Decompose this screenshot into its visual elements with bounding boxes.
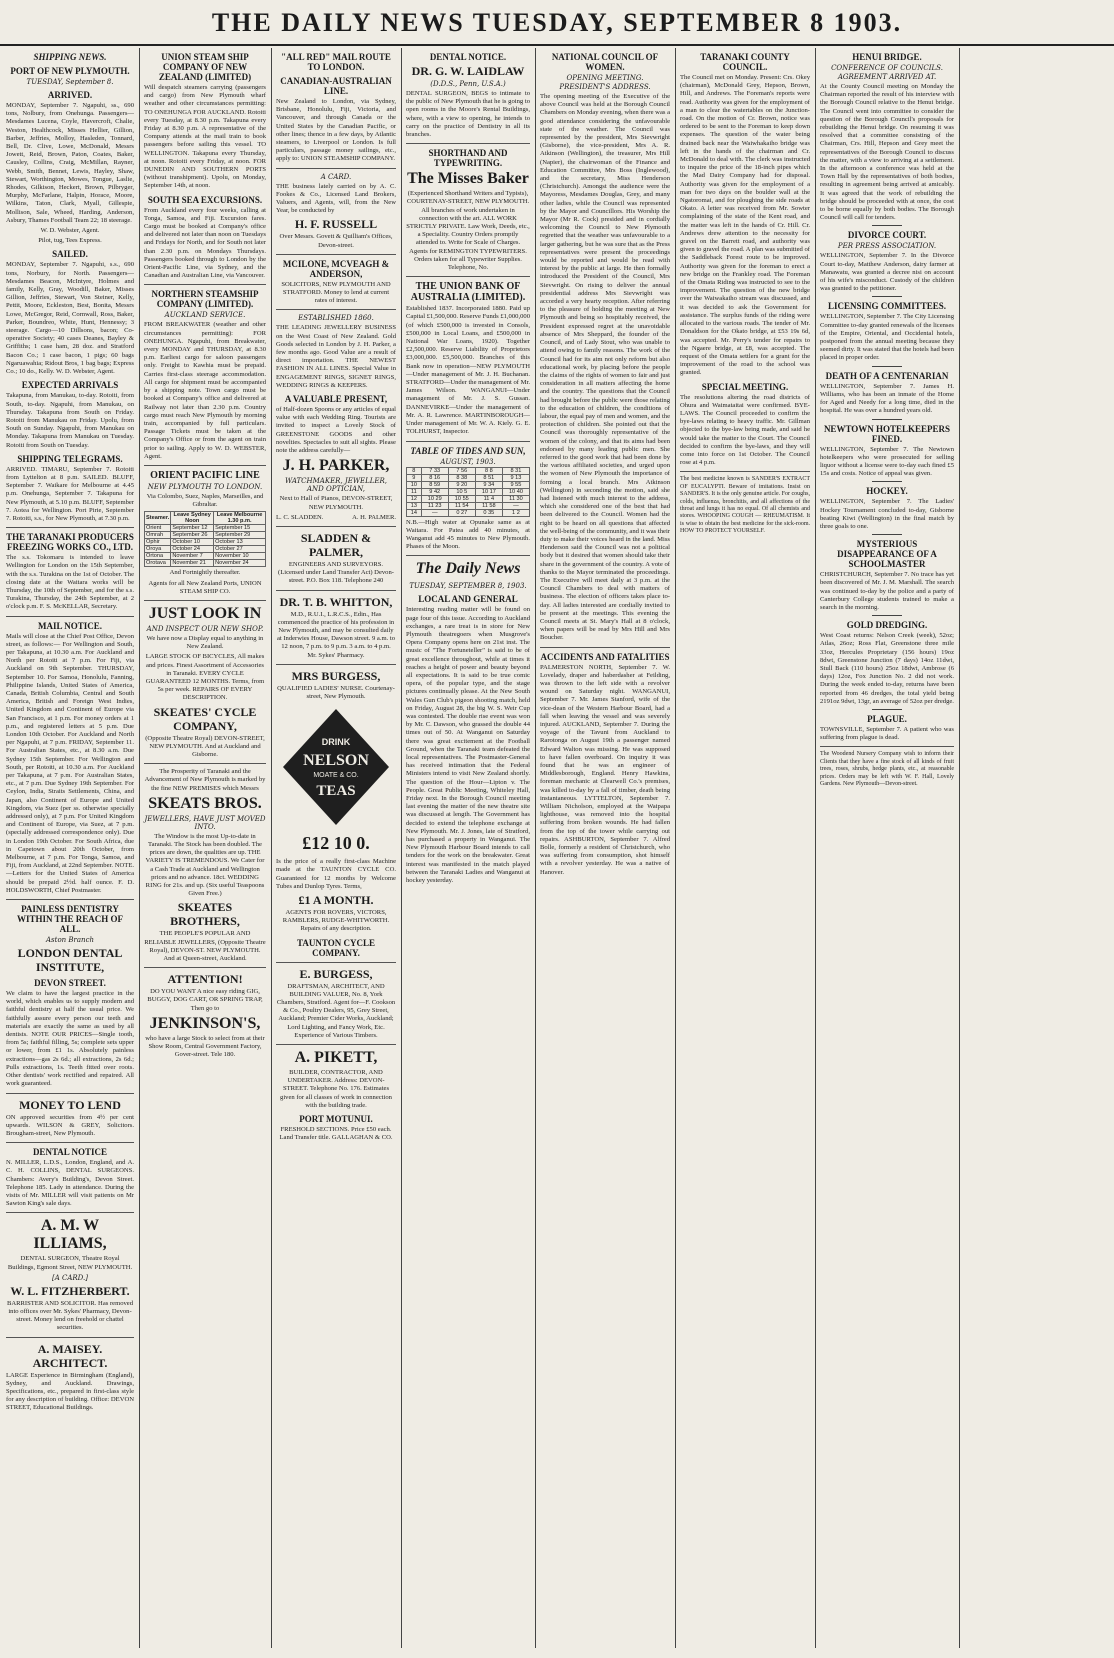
- tide-table-cell: 10: [407, 481, 422, 488]
- just-look-in-title: JUST LOOK IN: [148, 604, 262, 622]
- skeates-cycle-title: SKEATES' CYCLE COMPANY,: [153, 704, 257, 733]
- sailing-table-cell: September 12: [171, 525, 214, 532]
- skeates-cycle-text: (Opposite Theatre Royal) DEVON-STREET, NEW PLYMOUTH. And at Auckland and Gisborne.: [145, 734, 265, 758]
- agents-text: AGENTS FOR ROVERS, VICTORS, RAMBLERS, RUDGE-WHITWORTH. Repairs of any description.: [282, 908, 390, 933]
- accidents-text: PALMERSTON NORTH, September 7. W. Lovelady, draper and haberdasher at Feilding, was thrown to the left side with a revolver wound on Saturday night. WANGANUI, September 7. Mr. James Stanford, wife of the vice-dean of the Western Harbour Board, had a fall when leaving the vessel and was severely injured. AUCKLAND, September 7. During the voyage of the Tavuni from Auckland to Rarotonga on August 19th a passenger named Edward Walton was missing. He was supposed to have fallen overboard. On inquiry it was found that he was an engineer of Middlesborough, England. Henry Hawkins, foreman mechanic at Clearwell Co.'s premises, was killed to-day by a fall of timber, death being instantaneous. LYTTELTON, September 7. William Nicholson, employed at the Waipapa lighthouse, was removed into the hospital suffering from broken wounds. He had fallen from the top of the tower while carrying out repairs. ASHBURTON, September 7. Alfred Bolle, formerly a resident of Christchurch, who was suffering from consumption, shot himself with a revolver yesterday. He was a native of Hanover.: [540, 663, 670, 876]
- sailing-agents: Agents for all New Zealand Ports, UNION STEAM SHIP CO.: [148, 579, 262, 595]
- council-heading: NATIONAL COUNCIL OF WOMEN.: [551, 52, 659, 72]
- local-heading: LOCAL AND GENERAL: [418, 594, 518, 605]
- tide-table-cell: 9: [407, 474, 422, 481]
- plague-heading: PLAGUE.: [867, 713, 907, 724]
- tide-table-cell: —: [421, 509, 448, 516]
- northern-sub: AUCKLAND SERVICE.: [164, 311, 246, 320]
- canadian-heading: CANADIAN-AUSTRALIAN LINE.: [280, 76, 392, 96]
- bicycle-price: £12 10 0.: [302, 833, 370, 854]
- sailing-table-cell: October 24: [171, 546, 214, 553]
- tide-table-cell: 9 55: [502, 481, 529, 488]
- northern-heading: NORTHERN STEAMSHIP COMPANY (LIMITED).: [151, 289, 259, 310]
- sailing-table-row: [145, 546, 266, 553]
- tide-table-cell: 8: [407, 467, 422, 474]
- laidlaw-title: DR. G. W. LAIDLAW: [411, 64, 525, 78]
- sailing-table-cell: November 10: [214, 553, 266, 560]
- union-text: Will despatch steamers carrying (passengers and cargo) from New Plymouth wharf weather and other circumstances permitting: TO ONEHUNGA FOR AUCKLAND. Rotoiti every Tuesday, at 8.30 p.m. Takapuna every Friday at 8.30 p.m. A representative of the Company attends at the mail train to book passengers before sailing this vessel. TO WELLINGTON. Takapuna every Thursday, at noon. Rotoiti every Friday, at noon. FOR DUNEDIN AND SOUTHERN PORTS (without transhipment). Upolu, on Monday, September 14th, at noon.: [144, 84, 266, 190]
- teas-word-drink: DRINK: [321, 737, 351, 748]
- allred-heading: "ALL RED" MAIL ROUTE TO LONDON.: [281, 52, 391, 72]
- sailing-table-cell: Orient: [145, 525, 171, 532]
- skeates-brothers-text: THE PEOPLE'S POPULAR AND RELIABLE JEWELLERS, (Opposite Theatre Royal), DEVON-ST. NEW PLYMOUTH. And at Queen-street, Auckland.: [144, 930, 266, 963]
- card-text: THE business lately carried on by A. C. Fookes & Co., Licensed Land Brokers, Valuers, and Agents, will, from the New Year, be conducted by: [276, 182, 396, 215]
- established-line: ESTABLISHED 1860.: [298, 314, 374, 323]
- special-text: The resolutions altering the road districts of Ohura and Waimataitai were confirmed. BYE-LAWS. The Council proceeded to confirm the bye-laws relating to heavy traffic. Mr. Gillman objected to the bye-law being made, and said he would take the matter to the Court. The Council decided to confirm the bye-laws, and they will come into force on 1st October. The Council rose at 4 p.m.: [680, 393, 810, 467]
- tide-table-cell: 10 17: [475, 488, 502, 495]
- diamond-logo-icon: [281, 707, 391, 827]
- maisey-text: LARGE Experience in Birmingham (England), Sydney, and Auckland. Drawings, Specifications, etc., prepared in first-class style for any description of building. Office: DEVON STREET, Educational Buildings.: [6, 1371, 134, 1412]
- motunui-text: FRESHOLD SECTIONS. Price £50 each. Land Transfer title. GALLAGHAN & CO.: [279, 1126, 393, 1142]
- present-title: A VALUABLE PRESENT,: [284, 394, 388, 405]
- money-heading: MONEY TO LEND: [19, 1097, 121, 1112]
- tide-table-row: [407, 467, 530, 474]
- mcilone-title: MCILONE, MCVEAGH & ANDERSON,: [282, 258, 390, 279]
- nelson-teas-logo: [281, 707, 391, 827]
- pikett-text: BUILDER, CONTRACTOR, AND UNDERTAKER. Address: DEVON-STREET. Telephone No. 176. Estimates given for all classes of work in connection with the building trade.: [280, 1068, 392, 1109]
- tide-table-cell: 8 8: [475, 467, 502, 474]
- russell-text: Over Messrs. Govett & Quilliam's Offices, Devon-street.: [279, 233, 393, 249]
- hockey-heading: HOCKEY.: [866, 486, 908, 497]
- sailing-table-cell: Ophir: [145, 539, 171, 546]
- laidlaw-text: DENTAL SURGEON, BEGS to intimate to the public of New Plymouth that he is going to open rooms in the Moore's Rental Buildings, where, with a view to opening, he intends to carry on the practice of Dentistry in all its branches.: [406, 90, 530, 139]
- nursery-notice: The Woodend Nursery Company wish to inform their Clients that they have a fine stock of all kinds of fruit trees, roses, shrubs, hedge plants, etc., at reasonable prices. Orders may be left with W. F. Hall, Lovely Gardens. New Plymouth—Devon-street.: [820, 751, 954, 787]
- sailing-table-cell: Ortona: [145, 553, 171, 560]
- mail-notice-text: Mails will close at the Chief Post Office, Devon street, as follows:— For Wellington and South, per Takapuna, at 10.30 a.m. For Auckland and North per Rotoiti at 7 p.m. For Fiji, via Auckland on 9th September. THURSDAY, September 10. For Samoa, Honolulu, Fanning, Philippine Islands, United States of America, Canada, British Columbia, Central and South America, British and Foreign West Indies, United Kingdom and Continent of Europe via San Francisco, at 1 p.m. For money orders at 1 p.m., and registered letters at 5 p.m. Due London 10th October. For Auckland and North per Ngapuhi, at 7 p.m. FRIDAY, September 11. For Australian States, etc., at 8.30 a.m. Due Sydney 15th September. For Wellington and South, per Rotoiti, at 10.30 a.m. For Auckland per Takapuna, at 7 p.m. For Australian States, etc., at 7 p.m. Due Sydney 19th September. For Ceylon, India, Straits Settlements, China, and Japan, also Continent of Europe and United Kingdom, via Suez (per ss. otherwise specially addressed only), at 7 p.m. For United Kingdom and Continent of Europe, via Suez, at 7 p.m. (specially addressed correspondence only). Due in London 19th October. For South Africa, due in Capetown about 20th October, from Melbourne, at 7 p.m. For Tonga, Samoa, and Fiji, from Auckland, at 22nd September. NOTE.—Letters for the United States of America should be prepaid 2½d. half ounce. F. D. HOLDSWORTH, Chief Postmaster.: [6, 632, 134, 894]
- maisey-title: A. MAISEY. ARCHITECT.: [32, 1341, 108, 1370]
- tide-table-cell: 10 40: [502, 488, 529, 495]
- price-text: Is the price of a really first-class Machine made at the TAUNTON CYCLE CO. Guaranteed for 12 months by Welcome Tubes and Dunlop Tyres. Terms,: [276, 858, 396, 890]
- whitton-text: M.D., R.U.I., L.R.C.S., Edin., Has commenced the practice of his profession in New Plymouth, and may be consulted daily at Inderwies House, Dawson street. 9 a.m. to 12 noon, 7 p.m. to 9 p.m. 3 a.m. to 4 p.m. Mr. Sykes' Pharmacy.: [276, 610, 396, 659]
- skeats-bros-text: The Window is the most Up-to-date in Taranaki. The Stock has been doubled. The prices are down, the qualities are up. THE VARIETY IS TREMENDOUS. We Cater for a Cash Trade at Auckland and Wellington prices and no advance. 18ct. WEDDING RING for 21s. and up. (Six useful Teaspoons Given Free.): [145, 832, 265, 898]
- parker-title: J. H. PARKER,: [282, 457, 390, 475]
- whitton-title: DR. T. B. WHITTON,: [279, 594, 393, 609]
- licensing-heading: LICENSING COMMITTEES.: [827, 301, 947, 312]
- arrived-heading: ARRIVED.: [47, 90, 93, 100]
- tide-note: N.B.—High water at Opunake same as at Waitara. For Patea add 40 minutes, at Wanganui add 45 minutes to New Plymouth. Phases of the Moon.: [406, 518, 530, 551]
- column-shipping: [2, 48, 138, 1648]
- column-notices: [402, 48, 534, 1648]
- tide-table-cell: 9 42: [421, 488, 448, 495]
- bank-text: Established 1837. Incorporated 1880. Paid up Capital £1,500,000. Reserve Funds £1,000,000 (of which £500,000 is invested in Consols, £500,000 in Local Loans, and £500,000 in National War Loans, 1920). Together £2,500,000. Reserve Liability of Proprietors £3,000,000. £5,500,000. Branches of this Bank now in operation—NEW PLYMOUTH—Under management of Mr. J. H. Buchanan. STRATFORD—Under the management of Mr. James Wilson. WANGANUI—Under management of Mr. J. S. Gussan. DANNEVIRKE—Under the management of Mr. A. R. Lawrence. MARTINBOROUGH—Under management of Mr. W. A. Kiely. G. E. TOLHURST, Inspector.: [406, 305, 530, 436]
- tide-table-cell: 10 55: [448, 495, 475, 502]
- card-heading: A CARD.: [320, 172, 352, 181]
- sailing-table-row: [145, 532, 266, 539]
- port-heading: PORT OF NEW PLYMOUTH.: [10, 66, 130, 76]
- column-right: [960, 48, 1112, 1648]
- pilot-line: Pilot, tug, Tees Express.: [38, 237, 102, 245]
- council-text: The opening meeting of the Executive of the above Council was held at the Borough Council Chambers on Monday evening, when there was a good attendance considering the unfavourable state of the weather. The Council was represented by the president, Mrs Sievwright (Gisborne), the vice-president, Mrs A. R. Atkinson (Wellington), the treasurer, Mrs Hill (Napier), the chairwoman of the Finance and Education Committee, Mrs Boss (Inglewood), and the secretary, Miss Henderson (Christchurch). Amongst the audience were the Mayoress, Mesdames Douglas, Grey, and many other ladies, while the Council was represented by the Mayor and Councillors. His Worship the Mayor (Mr R. Cock) presided and in cordially welcoming the Council to New Plymouth regretted that the weather was unfavourable to a larger gathering, but he was sure that as the Press representatives were present the proceedings would be reported and would be read with interest by the public at large. He then formally introduced the President of the Council, Mrs Sievwright. On rising to deliver the annual presidential address Mrs Sievwright was accorded a very hearty reception. After referring to the pleasure of holding the meeting at New Plymouth and being so hospitably received, the President expressed regret at the unavoidable absence of Mrs Sheppard, the founder of the Council, and of Lady Stout, who was unable to attend owing to family reasons. The work of the Council had for its aim not only reform but also educational work, by placing before the people the claims of the rights of women to fair and just consideration in all matters affecting the home and the country. The questions that the Council had brought before the public were those relating to the education of children, the conditions of labour, the equal pay of men and women, and the protection of children. She pointed out that the Council was thoroughly representative of the women of the colony, and that its aims had been endorsed by many leading public men. She referred to the good work that had been done by the various affiliated societies, and urged upon the women of New Plymouth the importance of forming a local branch. Mrs Atkinson (Wellington) in seconding the motion, said she had listened with much interest to the address, which she considered one of the best that had been delivered to the Council. Women had the right to be heard on all questions that affected the well-being of the community, and it was their duty to make their voices heard in the land. Miss Henderson said the Council was not a political body but it desired that women should take their share in the government of the country. A vote of thanks to the Mayor terminated the proceedings. The Executive will meet daily at 3 p.m. at the Council Chambers to deal with matters of business. The election of officers takes place to-day. All ladies interested are cordially invited to be present at the meetings. This evening the Council meets at St. Mary's Hall at 8 o'clock, when papers will be read by Mrs Hill and Mrs Boucher.: [540, 93, 671, 642]
- tide-table-cell: 8 16: [421, 474, 448, 481]
- tide-table-cell: 8 38: [448, 474, 475, 481]
- tide-table-row: [407, 481, 530, 488]
- jewellery-text: THE LEADING JEWELLERY BUSINESS on the West Coast of New Zealand. Gold Goods selected in London by J. H. Parker, a few months ago. Good Value are a result of direct importation. THE NEWEST FASHION IN ALL LINES. Special Value in ENGAGEMENT RINGS, SIGNET RINGS, WEDDING RINGS & KEEPERS.: [276, 324, 396, 389]
- jenkinson-text: who have a large Stock to select from at their Show Room, Central Government Factory, Gover-street. Tele 180.: [145, 1034, 265, 1059]
- sailing-table-cell: November 7: [171, 553, 214, 560]
- sailing-table-cell: September 26: [171, 532, 214, 539]
- teas-word-teas: TEAS: [316, 783, 356, 800]
- bicycle-text: LARGE STOCK OF BICYCLES, All makes and prices. Finest Assortment of Accessories in Taranaki. EVERY CYCLE GUARANTEED 12 MONTHS. Terms, from 5s per week. REPAIRS OF EVERY DESCRIPTION.: [145, 653, 265, 702]
- orient-heading: ORIENT PACIFIC LINE: [150, 469, 260, 481]
- attention-title: ATTENTION!: [167, 972, 243, 987]
- burgess2-text: DRAFTSMAN, ARCHITECT, AND BUILDING VALUER, No. 8, York Chambers, Stratford. Agent for—F. Cookson & Co., Poultry Dealers, 95, Grey Street, Auckland; Premier Cider Works, Auckland; Lord Lighting, and Fancy Work, Etc. Experience of Various Timbers.: [276, 982, 396, 1039]
- baker-text: (Experienced Shorthand Writers and Typists), COURTENAY-STREET, NEW PLYMOUTH. All branches of work undertaken in connection with the art. ALL WORK STRICTLY PRIVATE. Law Work, Deeds, etc., a Speciality. Country Orders promptly attended to. Write for Scale of Charges. Agents for REMINGTON TYPEWRITERS. Orders taken for all Typewriter Supplies. Telephone, No.: [406, 190, 530, 272]
- south-seas-text: From Auckland every four weeks, calling at Tonga, Samoa, and Fiji. Excursion fares. Cargo must be booked at Company's office and delivered not later than noon on Tuesdays and Fridays for North, and for South not later than 2.30 p.m. on Mondays Thursdays. Passengers booked through to London by the Orient-Pacific Line, via Sydney, and the Canadian and Australian Line, via Vancouver.: [144, 206, 266, 280]
- special-heading: SPECIAL MEETING.: [701, 381, 789, 392]
- tide-table: [406, 467, 530, 517]
- dental-notice-text: N. MILLER, L.D.S., London, England, and A. C. H. COLLINS, DENTAL SURGEONS. Chambers: Avery's Building's, Devon Street. Telephone 185. Lady in attendance. During the visits of Mr. MILLER will visit patients on Mr Sawton King's sale days.: [6, 1159, 134, 1208]
- tide-table-cell: 1 2: [502, 509, 529, 516]
- union-heading: UNION STEAM SHIP COMPANY OF NEW ZEALAND (LIMITED): [158, 52, 252, 82]
- gold-heading: GOLD DREDGING.: [846, 620, 928, 631]
- mystery-heading: MYSTERIOUS DISAPPEARANCE OF A SCHOOLMASTER: [837, 539, 937, 570]
- sailing-table-header: Steamer.: [145, 512, 171, 525]
- tide-table-cell: 8 59: [421, 481, 448, 488]
- licensing-text: WELLINGTON, September 7. The City Licensing Committee to-day granted renewals of the licenses of the Empire, Oriental, and Occidental hotels, postponed from the annual meeting because they seemed dirty. It was stated that the hotels had been placed in proper order.: [820, 313, 954, 362]
- daily-news-title: The Daily News: [415, 560, 521, 578]
- newtown-text: WELLINGTON, September 7. The Newtown hotelkeepers who were prosecuted for selling liquor without a license were to-day each fined £5 15s and costs. Notice of appeal was given.: [820, 445, 954, 478]
- expected-text: Takapuna, from Manukau, to-day. Rotoiti, from South, to-day. Ngapuhi, from Manukau, on Thursday. Takapuna from South on Friday. Rotoiti from Manukau on Friday. Upolu, from South on Sunday. Ngapuhi, from Manukau on Monday. Takapuna from Manukau on Tuesday. Rotoiti from South on Tuesday.: [6, 392, 134, 449]
- skeates-brothers-title: SKEATES BROTHERS,: [170, 900, 240, 929]
- present-text: of Half-dozen Spoons or any articles of equal value with each Wedding Ring. Tourists are invited to inspect a Lovely Stock of GREENSTONE GOODS and other novelties. Spectacles to suit all sights. Please note the address carefully—: [276, 406, 396, 455]
- burgess-text: QUALIFIED LADIES' NURSE. Courtenay-street, New Plymouth.: [277, 684, 395, 700]
- tide-table-row: [407, 474, 530, 481]
- sailing-table-cell: October 27: [214, 546, 266, 553]
- mcilone-text: SOLICITORS, NEW PLYMOUTH AND STRATFORD. Money to lend at current rates of interest.: [281, 280, 391, 305]
- tide-table-row: [407, 502, 530, 509]
- taranaki-producers-text: The s.s. Tokomaru is intended to leave Wellington for London on the 15th September, with the s.s. Turakina on the 1st of October. The closing date at the Waitara works will be Thursday, the 10th of September, and for the s.s. Turakina, Thursday, the 24th September, at 2 o'clock p.m. F. S. McKELLAR, Secretary.: [6, 554, 134, 611]
- sailed-heading: SAILED.: [52, 249, 88, 260]
- sailing-table-cell: November 24: [214, 560, 266, 567]
- tide-table-cell: 9 34: [475, 481, 502, 488]
- northern-text: FROM BREAKWATER (weather and other circumstances permitting): FOR ONEHUNGA. Ngapuhi, from Breakwater, every MONDAY and THURSDAY, at 8.30 p.m. Earliest cargo for saloon passengers only. Freight to Kawhia must be prepaid. Carries first-class steerage accommodation. All cargo for shipment must be accompanied by a shipping note. Town cargo must be booked at Company's office and delivered at Railway not later than 2.30 p.m. Country cargo must reach New Plymouth by morning train, accompanied by full particulars. Passage Tickets must be taken at the Company's Office or from the agent on train prior to sailing. Apply to W. D. WEBSTER, Agent.: [144, 321, 266, 460]
- sailing-table-row: [145, 539, 266, 546]
- remedy-text: The best medicine known is SANDER'S EXTRACT OF EUCALYPTI. Beware of imitations. Insist on SANDER'S. It is the only genuine article. For coughs, colds, influenza, bronchitis, and all affections of the throat and lungs it has no equal. Of all chemists and stores. WHOOPING COUGH — RHEUMATISM. It is wise to obtain the best medicine for the sick-room. HOW TO PROTECT YOURSELF.: [680, 476, 810, 535]
- laidlaw-sub: (D.D.S., Penn, U.S.A.): [430, 80, 506, 88]
- tide-table-cell: 11 54: [448, 502, 475, 509]
- gold-text: West Coast returns: Nelson Creek (week), 52oz; Atlas, 26oz; Ross Flat, Greenstone three mile 33oz, Hercules Proprietary (156 hours) 19oz 8dwt, Greenstone Junction (7 days) 14oz 11dwt, Stull Back (110 hours) 25oz 18dwt, Ambrose (6 days) 12oz, Fox Junction No. 2 did not work. During the week ended to-day, returns have been reported from 46 dredges, the total yield being 2191oz 9dwt, 13gr, an average of 52oz per dredge.: [820, 632, 954, 705]
- money-text: ON approved securities from 4½ per cent upwards. WILSON & GREY, Solicitors. Brougham-street, New Plymouth.: [6, 1113, 134, 1137]
- jenkinson-title: JENKINSON'S,: [149, 1014, 261, 1032]
- tide-table-row: [407, 509, 530, 516]
- parker-footer-right: A. H. PALMER.: [352, 513, 396, 521]
- amw-title: A. M. W ILLIAMS,: [33, 1217, 107, 1253]
- fitzherbert-text: BARRISTER AND SOLICITOR. Has removed into offices over Mr. Sykes' Pharmacy, Devon-street. Money lend on freehold or chattel securities.: [6, 1299, 134, 1332]
- tide-table-cell: 11 30: [502, 495, 529, 502]
- county-text: The Council met on Monday. Present: Crs. Okey (chairman), McDonald Grey, Hepson, Brown, Hill, and Andrews. The Foreman's reports were read. Authority was given for the employment of a man to clear the watertables on the Junction-road. On the motion of Cr. Brown, notice was ordered to be sent to the Foreman to keep down expenses. The question of the water being drained back near the Waiwhakaiho bridge was left in the hands of the chairman and Cr. McDonald to deal with. The clerk was instructed to inquire the price of the 18-inch pipes which the Mad Dairy Company had for disposal. Authority was given for the employment of a man for two days on the boulder wall at the Ngatoromai, and for ploughing the side roads at Okato. A letter was received from Mr. Sowter complaining of the state of the Kent road, and the matter was left in the hands of Cr. Hill. Cr. Andrews drew attention to the necessity for gravel on the Barrett road, and authority was given to gravel the road. A plan was submitted of the Saddleback Forest route to be improved. Authority was given for the foreman to erect a new bridge on the Frankley road. The Foreman of the Omata Riding was instructed to see to the improvement. The question of the new bridge over the Waiwakaiho stream was discussed, and it was decided to ask the Government for assistance. The surplus funds of the riding were allocated to the various roads. The tender of Mr. Donaldson for the Okato bridge, at £53 19s 6d, was accepted. Mr. Perry's tender for repairs to the Ngaere bridge, at £8, was accepted. The request of the Omata settlers for a grant for the improvement of the road to the school was granted.: [680, 74, 810, 377]
- canadian-text: New Zealand to London, via Sydney, Brisbane, Honolulu, Fiji, Victoria, and Vancouver, and through Canada or the United States by the Canadian Pacific, or other lines; thence in a few days, by Atlantic steamers, to Liverpool or London. Is full particulars, passage money sailings, etc., apply to: UNION STEAMSHIP COMPANY.: [276, 98, 396, 163]
- plague-text: TOWNSVILLE, September 7. A patient who was suffering from plague is dead.: [820, 725, 954, 742]
- skeats-bros-title: SKEATS BROS.: [148, 794, 262, 812]
- amw-text: DENTAL SURGEON, Theatre Royal Buildings, Egmont Street, NEW PLYMOUTH.: [7, 1255, 133, 1271]
- dentistry-text: We claim to have the largest practice in the world, which enables us to supply modern and faithful dentistry at half the usual price. We faithfully assure every person our teeth and materials are exactly the same as used by all dentists. NOTE OUR PRICES—Single tooth, from 5s; faithful filling, 5s; complete sets upper or lower, from £1 1s. Absolutely painless extractions—gas 2s 6d.; all extractions, 2s 6d.; Pulls extractions, 1s. Teeth fitted over roots. Other dentists' work rectified and repaired. All work guaranteed.: [6, 990, 134, 1088]
- henui-text: At the County Council meeting on Monday the Chairman reported the result of his interview with the Borough Council relative to the Henui bridge. The Council went into committee to consider the question of the Borough Council's proposals for rebuilding the Henui bridge. On resuming it was resolved that a committee consisting of the Chairman, Crs. Hill, Hepson and Grey meet the representatives of the Borough Council to discuss the matter, with a view to arriving at a settlement. In the afternoon a conference was held at the Town Hall by the representatives of both bodies, resulting in agreement being arrived at amicably. It was agreed that the work of rebuilding the bridge should be proceeded with at once, the cost to be borne equally by both bodies. The Borough Council will call for tenders.: [820, 83, 954, 222]
- tide-table-cell: 9 13: [502, 474, 529, 481]
- card-label: [A CARD.]: [51, 1273, 88, 1282]
- attention-text: DO YOU WANT A nice easy riding GIG, BUGGY, DOG CART, OR SPRING TRAP, Then go to: [147, 988, 263, 1012]
- dentistry-title: LONDON DENTAL INSTITUTE,: [17, 946, 123, 975]
- sailing-table: [144, 511, 266, 567]
- sladden-text: ENGINEERS AND SURVEYORS. (Licensed under Land Transfer Act) Devon-street. P.O. Box 118. Telephone 240: [278, 560, 394, 585]
- tide-table-cell: 7 56: [448, 467, 475, 474]
- tide-table-cell: 7 33: [421, 467, 448, 474]
- tide-table-cell: 14: [407, 509, 422, 516]
- sailing-table-cell: Oroya: [145, 546, 171, 553]
- henui-sub2: AGREEMENT ARRIVED AT.: [837, 73, 937, 81]
- sailing-table-row: [145, 525, 266, 532]
- tide-table-cell: 11 58: [475, 502, 502, 509]
- telegrams-text: ARRIVED. TIMARU, September 7. Rotoiti from Lyttelton at 8 p.m. SAILED. BLUFF, September 7. Waikare for Melbourne at 4.45 p.m. Onehunga, September 7. Takapuna for New Plymouth, at 5.10 p.m. BLUFF, September 7. Aotea for Wellington. Port Pirie, September 7. Rotoiti, s.s., for New Plymouth, at 7.30 p.m.: [6, 465, 134, 522]
- tide-table-cell: 13: [407, 502, 422, 509]
- mystery-text: CHRISTCHURCH, September 7. No trace has yet been discovered of Mr. J. M. Marshall. The search was continued to-day by the police and a party of Canterbury College students trained to make a search in the morning.: [820, 571, 954, 611]
- prosperity-text: The Prosperity of Taranaki and the Advancement of New Plymouth is marked by the fine NEW PREMISES which Messrs: [144, 768, 266, 792]
- taranaki-producers-heading: THE TARANAKI PRODUCERS FREEZING WORKS CO., LTD.: [6, 532, 134, 553]
- russell-title: H. F. RUSSELL: [294, 217, 378, 232]
- month-price: £1 A MONTH.: [298, 892, 374, 907]
- dental-heading: DENTAL NOTICE.: [429, 52, 507, 62]
- dentistry-heading: PAINLESS DENTISTRY WITHIN THE REACH OF ALL.: [16, 904, 124, 935]
- dental-notice-heading: DENTAL NOTICE: [32, 1147, 108, 1158]
- sailing-table-cell: September 15: [214, 525, 266, 532]
- sailing-table-cell: October 10: [171, 539, 214, 546]
- sailing-table-header: Leave Melbourne 1.30 p.m.: [214, 512, 266, 525]
- tide-table-cell: 0 27: [448, 509, 475, 516]
- orient-sub: NEW PLYMOUTH TO LONDON.: [147, 482, 263, 491]
- sailing-table-header: Leave Sydney Noon: [171, 512, 214, 525]
- newtown-heading: NEWTOWN HOTELKEEPERS FINED.: [823, 423, 951, 444]
- tide-table-cell: 9 20: [448, 481, 475, 488]
- parker-footer-left: L. C. SLADDEN.: [276, 513, 324, 521]
- tide-table-cell: 11 23: [421, 502, 448, 509]
- sladden-title: SLADDEN & PALMER,: [300, 530, 372, 559]
- tide-table-cell: 8 31: [502, 467, 529, 474]
- dentistry-street: DEVON STREET.: [34, 978, 106, 989]
- divorce-sub: PER PRESS ASSOCIATION.: [837, 242, 937, 251]
- baker-title: The Misses Baker: [407, 170, 529, 188]
- divorce-text: WELLINGTON, September 7. In the Divorce Court to-day, Matthew Anderson, dairy farmer at Manawatu, was granted a decree nisi on account of his wife's misconduct. Custody of the children was granted to the petitioner.: [820, 252, 954, 293]
- skeats-bros-sub: JEWELLERS, HAVE JUST MOVED INTO.: [144, 814, 266, 831]
- orient-text: Via Colombo, Suez, Naples, Marseilles, and Gibraltar.: [146, 492, 264, 509]
- accidents-heading: ACCIDENTS AND FATALITIES: [540, 651, 670, 662]
- tide-table-cell: 12: [407, 495, 422, 502]
- tide-heading: TABLE OF TIDES AND SUN,: [410, 445, 526, 456]
- tide-table-cell: —: [502, 502, 529, 509]
- sailing-table-row: [145, 560, 266, 567]
- south-seas-heading: SOUTH SEA EXCURSIONS.: [147, 194, 263, 205]
- sailing-table-cell: November 21: [171, 560, 214, 567]
- tide-table-row: [407, 495, 530, 502]
- tide-table-cell: 11: [407, 488, 422, 495]
- column-council: [536, 48, 674, 1648]
- teas-word-nelson: NELSON: [303, 752, 369, 770]
- tide-table-cell: 11 4: [475, 495, 502, 502]
- column-telegrams: [816, 48, 958, 1648]
- tide-table-row: [407, 488, 530, 495]
- divorce-heading: DIVORCE COURT.: [847, 230, 927, 241]
- hockey-text: WELLINGTON, September 7. The Ladies' Hockey Tournament concluded to-day, Gisborne beating Kiwi (Wellington) in the final match by three goals to one.: [820, 498, 954, 530]
- arrived-text: MONDAY, September 7. Ngapuhi, ss., 690 tons, Nolbury, from Onehunga. Passengers—Mesdames Lucena, Coyle, Havercroft, Chalie, Weston, Healthcock, Misses Hellier, Gillion, Barber, Jeffries, Molloy, Hasleden, Tonnard, Bell, Dr. Clive, Lowe, McDonald, Messrs Jowett, Reid, Brown, Paton, Coates, Baker, Causley, Collins, Craig, McMillan, Rayner, Webb, Smith, Bennet, Lewis, Hayley, Shaw, Stewart, Worthington, Mowes, Tongue, Laslie, Rhodes, Gilkison, Heckert, Brown, Pilbryger, Murphy, McFarlane, Halpin, Horace, Moore, Wilkins, Taton, Clark, Myall, Gillespie, Mollison, Sale, Wheed, Harding, Anderson, Asbury, Thames Football Team 22; 18 steerage.: [6, 102, 134, 224]
- column-county: [676, 48, 814, 1648]
- parker-footer: [276, 514, 396, 522]
- centenarian-heading: DEATH OF A CENTENARIAN: [825, 370, 949, 381]
- just-look-in-text: We have now a Display equal to anything in New Zealand.: [146, 634, 264, 651]
- agent-line: W. D. Webster, Agent.: [40, 227, 100, 235]
- sailed-text: MONDAY, September 7. Ngapuhi, s.s., 690 tons, Norbury, for North. Passengers—Mesdames Beacon, McIntyre, Holmes and family, Kelly, Gray, Woodill, Baker, Misses Gillion, Jeffries, Stewart, Von Steiner, Kelly, Pettit, Moore, Eckleston, Best, Bonita, Messrs Lowe, McGregor, Reid, Cornwall, Ross, Baker, Parker, Boundreo, White, Hunt, Hennessy; 3 steerage. Cargo—10 Dillsons, bacon; Co-operative Society; 40 cases Deanes, Bayley & Griffiths; 1 case ham, 28 doz. and Stratford Bacon Co.; 1 case bacon, 1 pigs; 60 bags Ngaruawahia; Ridout Bros, 1 bag bags; Express Co.; 10 do., Kelly. W. D. Webster, Agent.: [6, 261, 134, 376]
- tide-table-cell: 10 5: [448, 488, 475, 495]
- pikett-title: A. PIKETT,: [294, 1048, 378, 1066]
- taunton-heading: TAUNTON CYCLE COMPANY.: [297, 937, 375, 958]
- council-sub2: PRESIDENT'S ADDRESS.: [559, 83, 651, 91]
- masthead: [0, 0, 1114, 46]
- just-look-in-sub: AND INSPECT OUR NEW SHOP.: [146, 624, 264, 633]
- centenarian-text: WELLINGTON, September 7. James H. Williams, who has been an inmate of the Home for Aged and Needy for a long time, died in the hospital. He was over a hundred years old.: [820, 382, 954, 415]
- local-text: Interesting reading matter will be found on page four of this issue. According to Auckland exchanges, a rare treat is in store for New Plymouth theatregoers when Musgrove's Opera Company opens here on 21st inst. The music of "The Fortuneteller" is said to be of great excellence throughout, while at times it reaches a height of power and beauty beyond all expectations. It is said to be true comic opera, of the popular type, and the stage pictures continually please. At the New South Wales Gun Club's pigeon shooting match, held on Friday, August 28, the big W. S. Weir Cup was contested. The double rise event was won by Mr. C. Dawson, who grassed the double 44 times out of 50. At Wanganui on Saturday there was great excitement at the Football Ground, when the Taranaki team defeated the local representatives. The Postmaster-General has received intimation that the Federal Ministers intend to visit New Zealand shortly. The question of the Hour—Lipton v. The People. Great Public Meeting, Whiteley Hall, Friday next. In the Borough Council meeting last evening the matter of the new theatre site was discussed at length. The Government has decided to extend the telephone exchange at New Plymouth. Mr. J. Jones, late of Stratford, has purchased a property in Wanganui. The New Plymouth Harbour Board intends to call tenders for the work on the breakwater. Great interest was manifested in the match played between the Taranaki Ladies and Wanganui at hockey yesterday.: [406, 606, 530, 885]
- burgess-title: MRS BURGESS,: [291, 668, 381, 683]
- tide-table-cell: 10 29: [421, 495, 448, 502]
- fitzherbert-title: W. L. FITZHERBERT.: [10, 1283, 130, 1298]
- parker-sub: WATCHMAKER, JEWELLER, AND OPTICIAN,: [284, 477, 388, 494]
- sailing-table-row: [145, 553, 266, 560]
- motunui-heading: PORT MOTUNUI.: [299, 1114, 373, 1124]
- telegrams-heading: SHIPPING TELEGRAMS.: [17, 453, 123, 464]
- mail-notice-heading: MAIL NOTICE.: [37, 620, 102, 631]
- expected-heading: EXPECTED ARRIVALS: [21, 380, 119, 391]
- column-business-ads: [272, 48, 400, 1648]
- newspaper-title: THE DAILY NEWS TUESDAY, SEPTEMBER 8 1903.: [211, 8, 903, 37]
- sailing-table-cell: October 13: [214, 539, 266, 546]
- parker-text: Next to Hall of Pianos, DEVON-STREET, NEW PLYMOUTH.: [279, 495, 393, 511]
- burgess2-title: E. BURGESS,: [299, 966, 373, 981]
- teas-word-moate: MOATE & CO.: [313, 772, 359, 780]
- tide-table-cell: 8 51: [475, 474, 502, 481]
- henui-sub: CONFERENCE OF COUNCILS.: [831, 64, 943, 72]
- sailing-table-cell: Orotava: [145, 560, 171, 567]
- sailing-note: And Fortnightly thereafter.: [169, 569, 241, 577]
- bank-heading: THE UNION BANK OF AUSTRALIA (LIMITED).: [410, 281, 526, 304]
- sailing-table-cell: Omrah: [145, 532, 171, 539]
- dentistry-sub: Aston Branch: [45, 936, 94, 945]
- henui-heading: HENUI BRIDGE.: [852, 52, 922, 62]
- county-heading: TARANAKI COUNTY COUNCIL.: [700, 52, 790, 72]
- port-date: TUESDAY, September 8.: [26, 78, 114, 86]
- tide-table-cell: 0 35: [475, 509, 502, 516]
- column-shipping-ads: [140, 48, 270, 1648]
- council-sub: OPENING MEETING.: [566, 74, 644, 82]
- daily-news-date: TUESDAY, SEPTEMBER 8, 1903.: [409, 582, 527, 591]
- sailing-table-cell: September 29: [214, 532, 266, 539]
- shorthand-heading: SHORTHAND AND TYPEWRITING.: [428, 148, 508, 169]
- shipping-heading: SHIPPING NEWS.: [33, 52, 107, 62]
- tide-month: AUGUST, 1903.: [440, 457, 496, 466]
